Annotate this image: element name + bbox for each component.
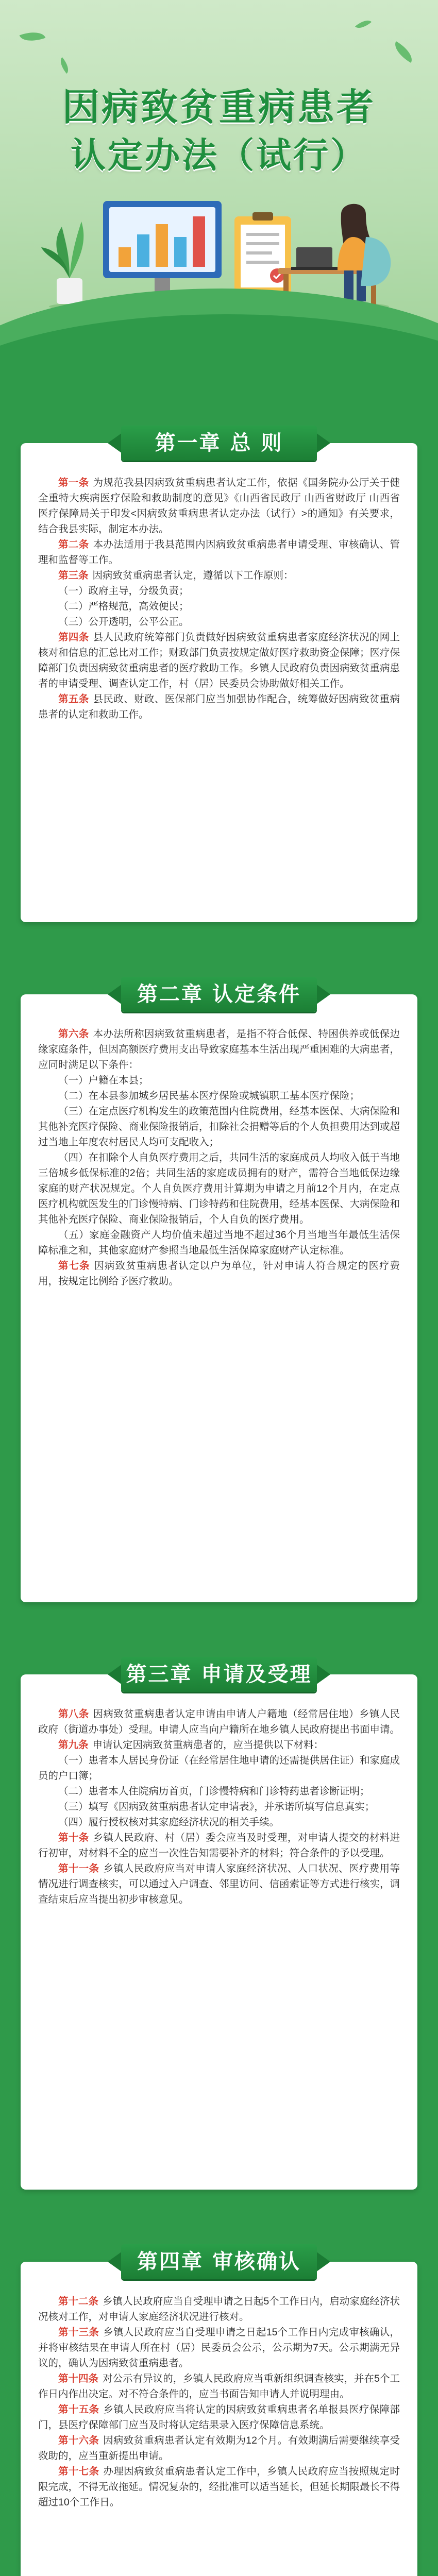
article-text: 因病致贫重病患者认定有效期为12个月。有效期满后需要继续享受救助的，应当重新提出申请。: [38, 2435, 400, 2462]
article: [38, 537, 400, 568]
article-text: （四）履行授权核对其家庭经济状况的相关手续。: [58, 1817, 280, 1828]
article: [38, 1737, 400, 1753]
hero-banner: [0, 0, 438, 381]
article-text: 乡镇人民政府应当自受理申请之日起15个工作日内完成审核确认，并将审核结果在申请人所在村（居）民委员会公示，公示期为7天。公示期满无异议的，确认为因病致贫重病患者。: [38, 2327, 400, 2369]
article-text: 县人民政府统筹部门负责做好因病致贫重病患者家庭经济状况的网上核对和信息的汇总比对工作；财政部门负责按规定做好医疗救助资金保障；医疗保障部门负责因病致贫重病患者的医疗救助工作。乡镇人民政府负责因病致贫重病患者的申请受理、调查认定工作，村（居）民委员会协助做好相关工作。: [38, 632, 400, 689]
chapter-card: [21, 982, 417, 1602]
article: [38, 2433, 400, 2464]
article-text: 因病致贫重病患者认定申请由申请人户籍地（经常居住地）乡镇人民政府（街道办事处）受理。申请人应当向户籍所在地乡镇人民政府提出书面申请。: [38, 1708, 400, 1735]
chapter-card: [21, 1662, 417, 2190]
chapter-card: [21, 2249, 417, 2576]
article-text: 乡镇人民政府、村（居）委会应当及时受理，对申请人提交的材料进行初审，对材料不全的应当一次性告知需要补齐的材料；符合条件的予以受理。: [38, 1832, 400, 1859]
chapter-title: 第一章 总 则: [155, 431, 283, 455]
article-number: 第三条: [58, 570, 89, 581]
article-item: [38, 583, 400, 599]
article-text: 本办法适用于我县范围内因病致贫重病患者申请受理、审核确认、管理和监督等工作。: [38, 539, 400, 566]
article-number: 第六条: [58, 1028, 89, 1040]
article: [38, 1830, 400, 1861]
article-text: （二）在本县参加城乡居民基本医疗保险或城镇职工基本医疗保险；: [58, 1090, 360, 1101]
leaf-decoration: [355, 16, 372, 32]
article-number: 第九条: [58, 1739, 89, 1751]
chapter-body: [38, 475, 400, 722]
article-number: 第十条: [58, 1832, 89, 1843]
article-number: 第十四条: [58, 2373, 99, 2384]
article-text: 为规范我县因病致贫重病患者认定工作，依据《国务院办公厅关于健全重特大疾病医疗保险和救助制度的意见》《山西省民政厅 山西省财政厅 山西省医疗保障局关于印发<因病致贫重病患者认定办法（试行）>的通知》有关要求，结合我县实际，制定本办法。: [38, 477, 400, 535]
article: [38, 2371, 400, 2402]
article-text: 申请认定因病致贫重病患者的，应当提供以下材料：: [92, 1739, 324, 1751]
article: [38, 475, 400, 537]
article-number: 第七条: [58, 1260, 90, 1272]
article: [38, 2325, 400, 2371]
chapter-body: [38, 1706, 400, 1907]
article-text: （五）家庭金融资产人均价值未超过当地不超过36个月当地当年最低生活保障标准之和，其他家庭财产参照当地最低生活保障家庭财产认定标准。: [38, 1229, 400, 1256]
article-text: 乡镇人民政府应当自受理申请之日起5个工作日内，启动家庭经济状况核对工作，对申请人家庭经济状况进行核对。: [38, 2296, 400, 2323]
article-text: 对公示有异议的，乡镇人民政府应当重新组织调查核实，并在5个工作日内作出决定。对不符合条件的，应当书面告知申请人并说明理由。: [38, 2373, 400, 2400]
article-text: 因病致贫重病患者认定以户为单位，针对申请人符合规定的医疗费用，按规定比例给予医疗救助。: [38, 1260, 400, 1287]
article-text: 办理因病致贫重病患者认定工作中，乡镇人民政府应当按照规定时限完成，不得无故拖延。情况复杂的，经批准可以适当延长，但延长期限最长不得超过10个工作日。: [38, 2466, 400, 2508]
article-text: （三）填写《因病致贫重病患者认定申请表》，并承诺所填写信息真实；: [58, 1801, 375, 1812]
article-number: 第四条: [58, 632, 89, 643]
article-number: 第十一条: [58, 1863, 99, 1874]
article-number: 第十五条: [58, 2404, 99, 2415]
article-item: [38, 1815, 400, 1830]
chapter-heading: [121, 977, 317, 1012]
chapter-body: [38, 2294, 400, 2510]
article: [38, 1861, 400, 1907]
article-number: 第十三条: [58, 2327, 99, 2338]
article: [38, 568, 400, 583]
chapter-body: [38, 1026, 400, 1289]
article-item: [38, 1753, 400, 1784]
article: [38, 691, 400, 722]
article-text: （二）严格规范，高效便民；: [58, 601, 189, 612]
article-text: 因病致贫重病患者认定，遵循以下工作原则：: [92, 570, 294, 581]
article: [38, 1026, 400, 1073]
article-text: （三）公开透明，公平公正。: [58, 616, 189, 628]
page-title-line1: 因病致贫重病患者: [62, 85, 376, 129]
article-item: [38, 614, 400, 630]
article-number: 第八条: [58, 1708, 89, 1720]
article-text: （四）在扣除个人自负医疗费用之后，共同生活的家庭成员人均收入低于当地三倍城乡低保标准的2倍；共同生活的家庭成员拥有的财产，需符合当地低保边缘家庭的财产状况规定。个人自负医疗费用计算期为申请之月前12个月内，在定点医疗机构就医发生的门诊慢特病、门诊特药和住院费用，经基本医保、大病保险和其他补充医疗保险、商业保险报销后，个人自负的医疗费用。: [38, 1152, 400, 1225]
article-item: [38, 1799, 400, 1815]
article-text: 本办法所称因病致贫重病患者，是指不符合低保、特困供养或低保边缘家庭条件，但因高额医疗费用支出导致家庭基本生活出现严重困难的大病患者，应同时满足以下条件：: [38, 1028, 400, 1071]
monitor-icon: [103, 201, 222, 298]
chapter-heading: [121, 1657, 317, 1692]
leaf-decoration: [391, 41, 417, 63]
article-number: 第一条: [58, 477, 89, 488]
plant-icon: [41, 222, 83, 304]
article: [38, 1258, 400, 1289]
article: [38, 630, 400, 691]
article-item: [38, 1227, 400, 1258]
article-item: [38, 1104, 400, 1150]
article-item: [38, 1784, 400, 1799]
article-text: （一）患者本人居民身份证（在经常居住地申请的还需提供居住证）和家庭成员的户口簿；: [38, 1755, 400, 1782]
article-number: 第十六条: [58, 2435, 99, 2446]
article-item: [38, 599, 400, 614]
article-text: （一）户籍在本县；: [58, 1075, 149, 1086]
chapter-title: 第三章 申请及受理: [126, 1662, 312, 1686]
article: [38, 2464, 400, 2510]
page-title-line2: 认定办法（试行）: [70, 135, 367, 176]
chapter-title: 第二章 认定条件: [137, 982, 301, 1006]
article-item: [38, 1073, 400, 1088]
article-text: 乡镇人民政府应当将认定的因病致贫重病患者名单报县医疗保障部门，县医疗保障部门应当及时将认定结果录入医疗保障信息系统。: [38, 2404, 400, 2431]
article-text: （一）政府主导，分级负责；: [58, 585, 189, 597]
article-item: [38, 1088, 400, 1104]
article-item: [38, 1150, 400, 1227]
article: [38, 2294, 400, 2325]
chapter-card: [21, 431, 417, 922]
article-number: 第十七条: [58, 2466, 99, 2477]
article: [38, 2402, 400, 2433]
article-text: （三）在定点医疗机构发生的政策范围内住院费用，经基本医保、大病保险和其他补充医疗保险、商业保险报销后，扣除社会捐赠等后的个人负担费用达到或超过当地上年度农村居民人均可支配收入；: [38, 1106, 400, 1148]
chapter-heading: [121, 2244, 317, 2279]
article-number: 第二条: [58, 539, 89, 550]
clipboard-icon: [234, 212, 291, 294]
chapter-heading: [121, 426, 317, 461]
article-text: 乡镇人民政府应当对申请人家庭经济状况、人口状况、医疗费用等情况进行调查核实，可以通过入户调查、邻里访问、信函索证等方式进行核实，调查结束后应当提出初步审核意见。: [38, 1863, 400, 1905]
leaf-decoration: [20, 27, 46, 46]
article-text: （二）患者本人住院病历首页，门诊慢特病和门诊特药患者诊断证明；: [58, 1786, 370, 1797]
article-number: 第五条: [58, 693, 89, 705]
article-text: 县民政、财政、医保部门应当加强协作配合，统筹做好因病致贫重病患者的认定和救助工作。: [38, 693, 400, 720]
article-number: 第十二条: [58, 2296, 99, 2307]
leaf-decoration: [57, 57, 72, 74]
chapter-title: 第四章 审核确认: [137, 2249, 301, 2274]
article: [38, 1706, 400, 1737]
